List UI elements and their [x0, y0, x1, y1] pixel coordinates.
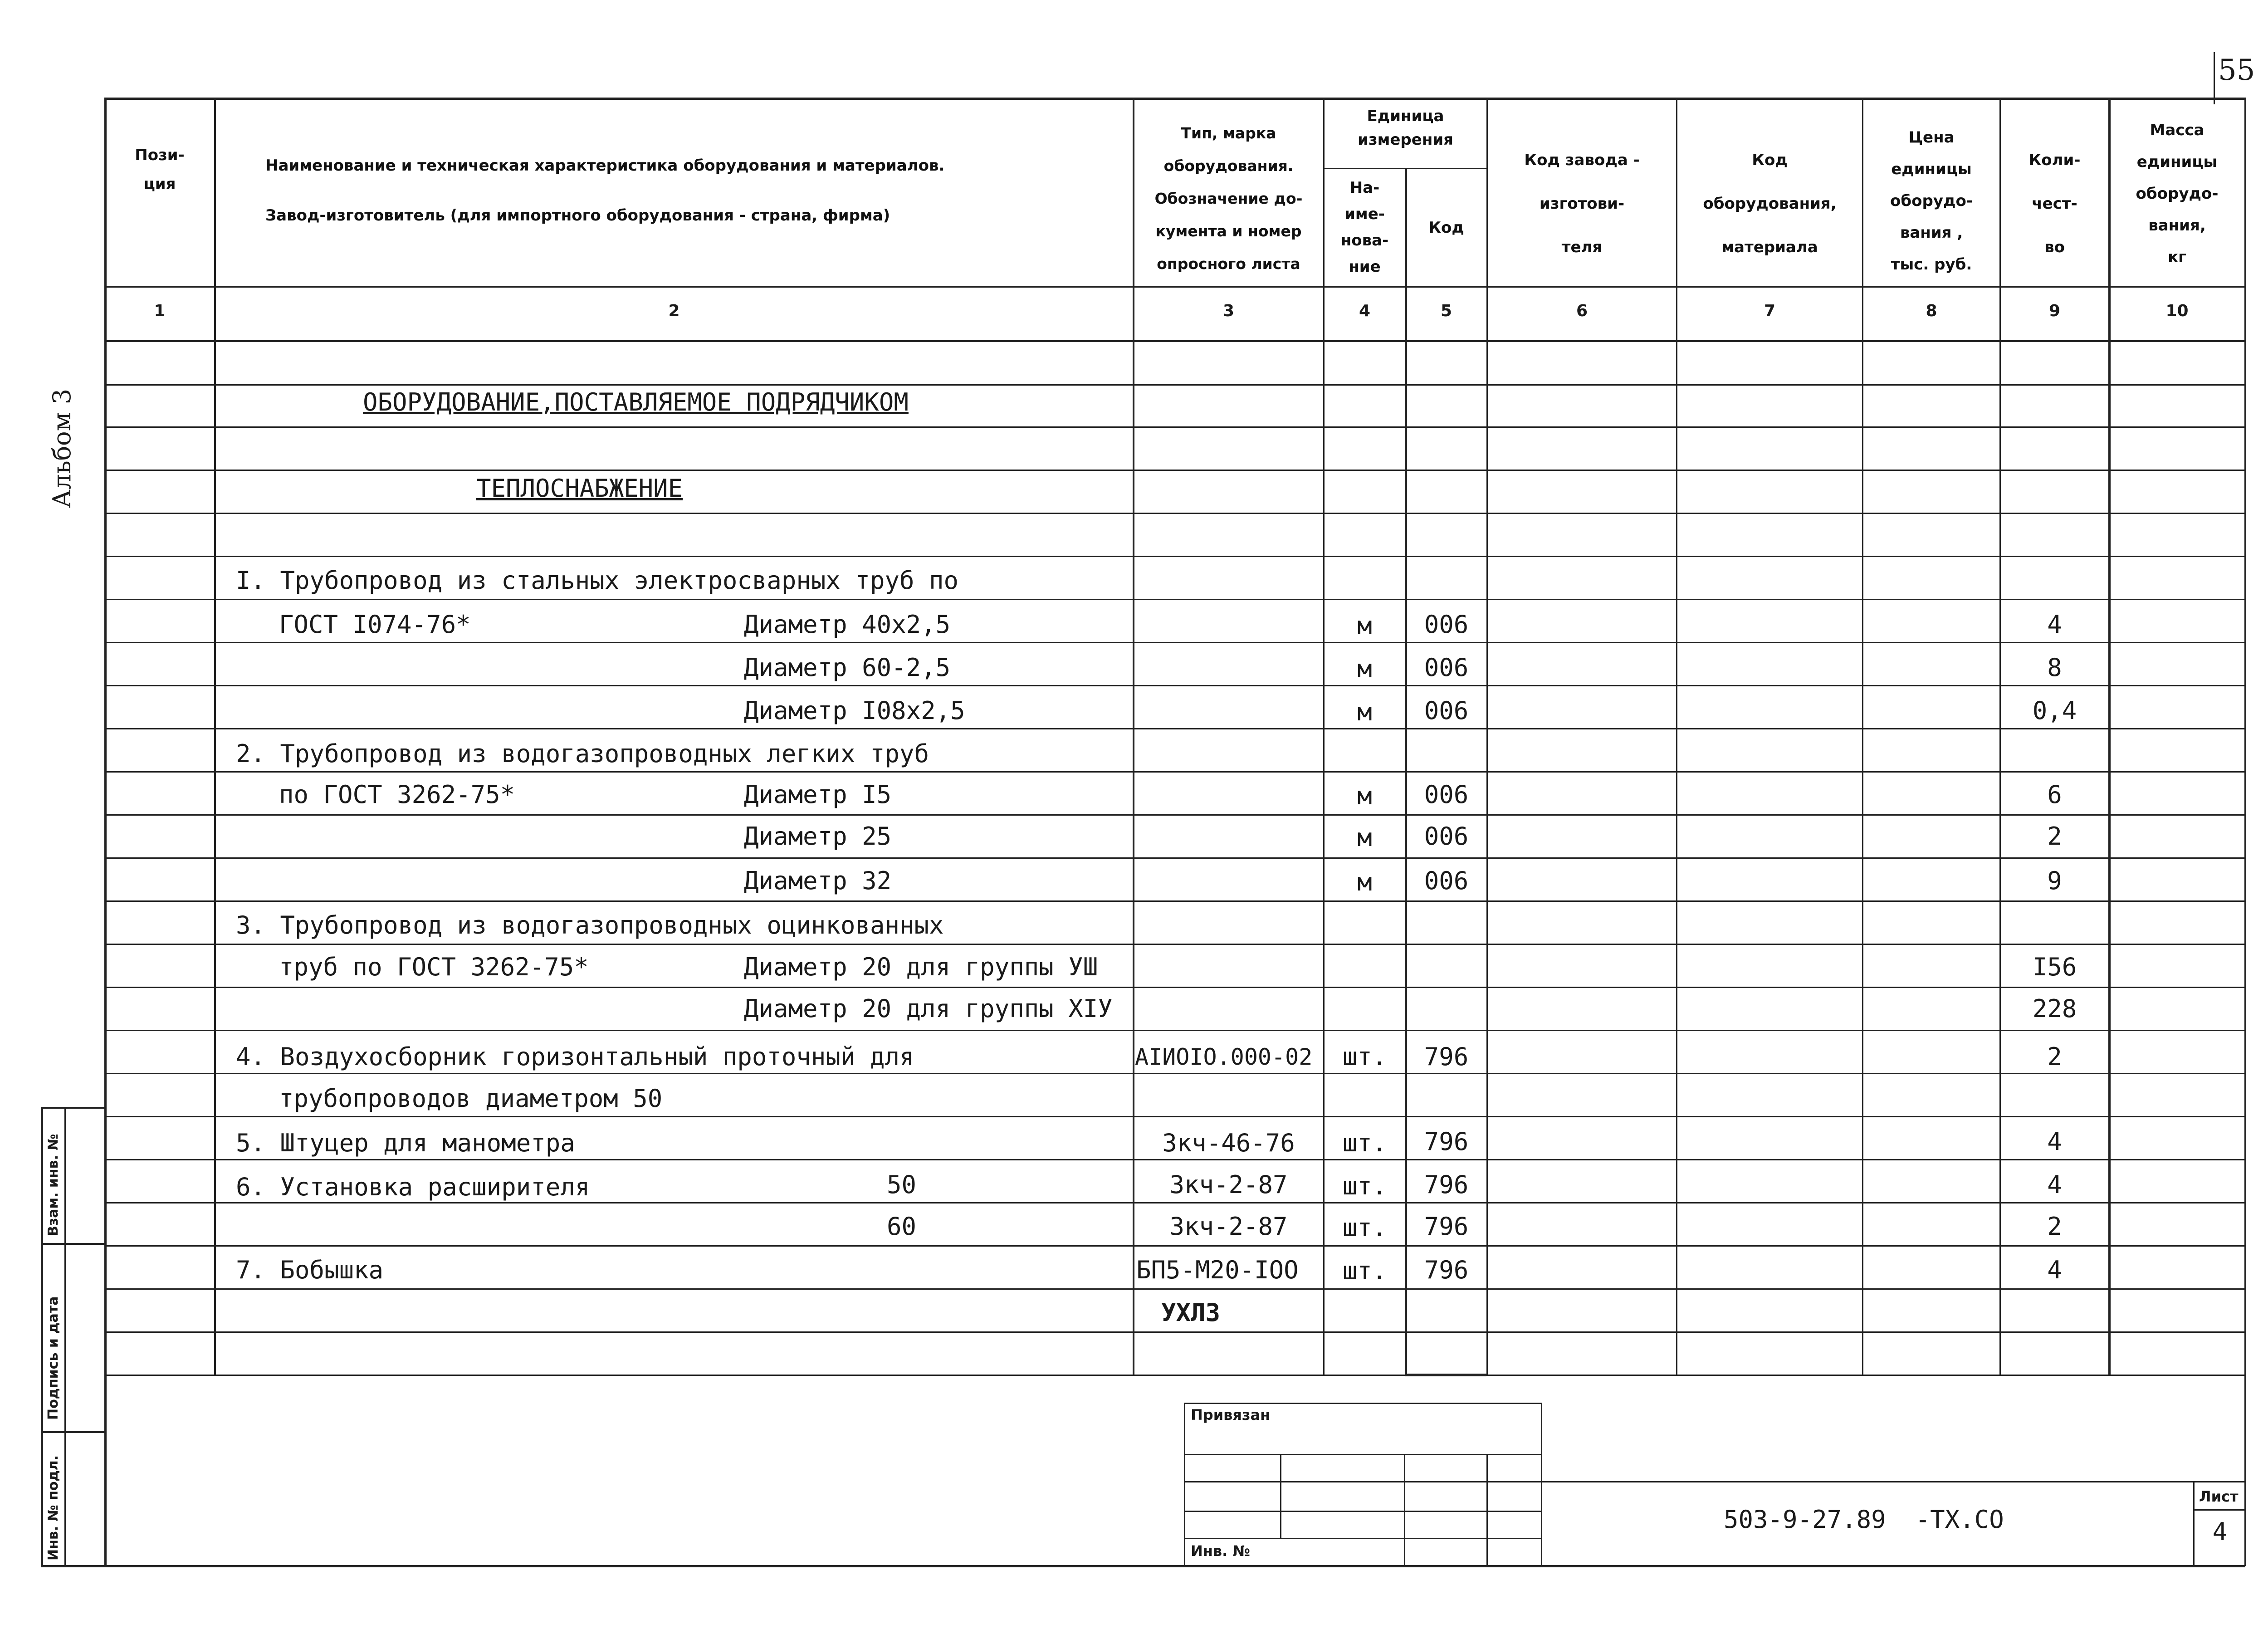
item-detail: Диаметр 20 для группы УШ	[744, 953, 1098, 981]
col1-header: Пози- ция	[135, 146, 185, 193]
item-name: труб по ГОСТ 3262-75*	[279, 953, 589, 981]
item-qty: 4	[2047, 610, 2062, 639]
item-qty: 0,4	[2032, 696, 2077, 725]
col-number: 6	[1576, 302, 1588, 320]
side-stamp-replacement: Взам. инв. №	[45, 1134, 61, 1236]
item-unit-code: 006	[1424, 610, 1469, 639]
item-unit-code: 796	[1424, 1212, 1469, 1241]
sheet-label: Лист	[2199, 1488, 2239, 1505]
col-number: 2	[668, 302, 680, 320]
col-number: 3	[1222, 302, 1235, 320]
item-type: 3кч-2-87	[1169, 1212, 1288, 1241]
item-unit-code: 006	[1424, 653, 1469, 682]
item-qty: 4	[2047, 1256, 2062, 1284]
inv-label: Инв. №	[1191, 1542, 1250, 1560]
col-number: 1	[154, 302, 166, 320]
item-name: 4. Воздухосборник горизонтальный проточный для	[236, 1042, 914, 1071]
item-name: трубопроводов диаметром 50	[279, 1084, 663, 1113]
item-qty: 8	[2047, 653, 2062, 682]
bound-label: Привязан	[1191, 1406, 1271, 1424]
unit-group-header: Единица измерения	[1358, 107, 1453, 149]
subsection-title: ТЕПЛОСНАБЖЕНИЕ	[476, 474, 683, 503]
item-unit-code: 006	[1424, 696, 1469, 725]
item-name: ГОСТ I074-76*	[279, 610, 471, 639]
item-qty: 2	[2047, 1212, 2062, 1241]
col6-header: Код завода - изготови- теля	[1524, 151, 1640, 256]
item-detail: Диаметр I5	[744, 780, 892, 809]
item-qty: 2	[2047, 1042, 2062, 1071]
col10-header: Масса единицы оборудо- вания, кг	[2136, 121, 2219, 266]
item-unit-code: 006	[1424, 866, 1469, 895]
item-unit: м	[1357, 823, 1372, 852]
item-unit-code: 006	[1424, 822, 1469, 851]
item-unit-code: 796	[1424, 1042, 1469, 1071]
item-unit: шт.	[1342, 1213, 1387, 1242]
item-unit: шт.	[1342, 1129, 1387, 1157]
sheet-corner-number: 55	[2218, 54, 2255, 87]
item-name: 7. Бобышка	[236, 1256, 384, 1284]
col-number: 5	[1440, 302, 1452, 320]
item-unit: шт.	[1342, 1042, 1387, 1071]
col9-header: Коли- чест- во	[2028, 151, 2081, 256]
item-name: 6. Установка расширителя	[236, 1173, 590, 1201]
item-name: 2. Трубопровод из водогазопроводных легких труб	[236, 739, 929, 768]
side-stamp-original-inv: Инв. № подл.	[45, 1455, 61, 1561]
item-detail: Диаметр 32	[744, 866, 892, 895]
item-qty: 2	[2047, 822, 2062, 851]
item-unit-code: 796	[1424, 1256, 1469, 1284]
side-stamp-signature: Подпись и дата	[45, 1296, 61, 1420]
col-number: 10	[2165, 302, 2189, 320]
item-type: АIИОIО.000-02	[1135, 1044, 1313, 1070]
section-title: ОБОРУДОВАНИЕ,ПОСТАВЛЯЕМОЕ ПОДРЯДЧИКОМ	[363, 388, 909, 416]
item-unit: м	[1357, 782, 1372, 810]
col7-header: Код оборудования, материала	[1703, 151, 1837, 256]
item-unit: шт.	[1342, 1172, 1387, 1200]
item-name: I. Трубопровод из стальных электросварных труб по	[236, 566, 959, 595]
item-qty: 6	[2047, 780, 2062, 809]
item-type: БП5-М20-IОО	[1136, 1256, 1299, 1284]
col-number: 7	[1764, 302, 1776, 320]
col4-header: На- име- нова- ние	[1340, 179, 1389, 276]
item-qty: 4	[2047, 1127, 2062, 1156]
item-unit: м	[1357, 868, 1372, 896]
item-unit: м	[1357, 655, 1372, 683]
col5-header: Код	[1428, 219, 1464, 237]
item-unit: м	[1357, 612, 1372, 640]
item-detail: 50	[887, 1170, 917, 1199]
item-detail: Диаметр 40х2,5	[744, 610, 951, 639]
item-detail: Диаметр 25	[744, 822, 892, 851]
item-name: 5. Штуцер для манометра	[236, 1129, 575, 1157]
album-label: Альбом 3	[48, 388, 76, 508]
item-qty: 9	[2047, 866, 2062, 895]
sheet-number: 4	[2212, 1517, 2228, 1546]
item-detail: Диаметр 20 для группы XIУ	[744, 994, 1113, 1023]
item-qty: 228	[2032, 994, 2077, 1023]
item-name: 3. Трубопровод из водогазопроводных оцинкованных	[236, 911, 944, 939]
item-unit-code: 006	[1424, 780, 1469, 809]
item-detail: Диаметр I08х2,5	[744, 696, 965, 725]
item-unit-code: 796	[1424, 1127, 1469, 1156]
col-number: 8	[1926, 302, 1937, 320]
item-detail: Диаметр 60-2,5	[744, 653, 951, 682]
col-number: 4	[1359, 302, 1371, 320]
col3-header: Тип, марка оборудования. Обозначение до- кумента и номер опросного листа	[1154, 124, 1303, 273]
item-type: 3кч-46-76	[1162, 1129, 1295, 1157]
col8-header: Цена единицы оборудо- вания , тыс. руб.	[1890, 128, 1973, 274]
item-unit: шт.	[1342, 1257, 1387, 1285]
document-code: 503-9-27.89 -ТХ.СО	[1724, 1505, 2004, 1534]
item-detail: 60	[887, 1212, 917, 1241]
item-qty: I56	[2032, 953, 2077, 981]
item-unit: м	[1357, 698, 1372, 726]
item-type: 3кч-2-87	[1169, 1170, 1288, 1199]
item-unit-code: 796	[1424, 1170, 1469, 1199]
item-qty: 4	[2047, 1170, 2062, 1199]
col-number: 9	[2048, 302, 2061, 320]
item-type: УХЛ3	[1161, 1298, 1221, 1327]
col2-header: Наименование и техническая характеристика оборудования и материалов. Завод-изготовитель (для импортного оборудования - страна, фирма)	[265, 157, 945, 225]
item-name: по ГОСТ 3262-75*	[279, 780, 515, 809]
